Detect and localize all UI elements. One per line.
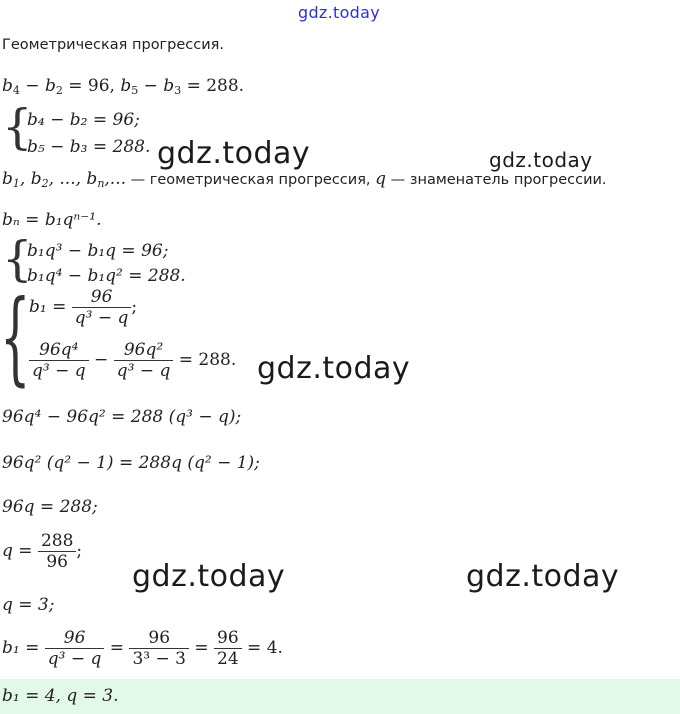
system1-line2: b₅ − b₃ = 288. <box>27 137 151 157</box>
system-brace: { <box>2 99 33 155</box>
watermark: gdz.today <box>489 148 593 172</box>
site-label[interactable]: gdz.today <box>298 3 380 22</box>
system2-line1: b₁q³ − b₁q = 96; <box>27 241 169 261</box>
system-brace: { <box>2 231 33 287</box>
step-4: q = $\frac{288}{96}$ ; <box>2 531 83 572</box>
step-1: 96q⁴ − 96q² = 288 (q³ − q); <box>2 407 242 427</box>
system2-line2: b₁q⁴ − b₁q² = 288. <box>27 266 186 286</box>
watermark: gdz.today <box>157 136 311 171</box>
system3-line1: b₁ = $\frac{96}{\text{q³ − q}}$ ; <box>29 287 138 328</box>
watermark: gdz.today <box>132 559 286 594</box>
step-3: 96q = 288; <box>2 497 98 517</box>
answer: b₁ = 4, q = 3. <box>2 686 119 706</box>
watermark: gdz.today <box>257 351 411 386</box>
nth-term-formula: bₙ = b₁qⁿ⁻¹. <box>2 210 102 230</box>
step-5: q = 3; <box>2 595 55 615</box>
step-2: 96q² (q² − 1) = 288q (q² − 1); <box>2 453 260 473</box>
watermark: gdz.today <box>466 559 620 594</box>
definition-line: $b_1$, $b_2$, ..., $b_n$,... — геометрическая прогрессия, q — знаменатель прогрессии. <box>2 169 607 190</box>
given-line: $b_4 - b_2 = 96$, $b_5 - b_3 = 288$. <box>2 76 245 97</box>
system3-line2: $\frac{\text{96q⁴}}{\text{q³ − q}}$ − $\frac{\text{96q²}}{\text{q³ − q}}$ = 288. <box>29 340 236 381</box>
system-brace: { <box>0 279 31 398</box>
step-6: b₁ = $\frac{96}{\text{q³ − q}}$ = $\frac{96}{\text{3³ − 3}}$ = $\frac{96}{24}$ = 4. <box>2 628 283 669</box>
heading: Геометрическая прогрессия. <box>2 37 225 53</box>
system1-line1: b₄ − b₂ = 96; <box>27 110 140 130</box>
